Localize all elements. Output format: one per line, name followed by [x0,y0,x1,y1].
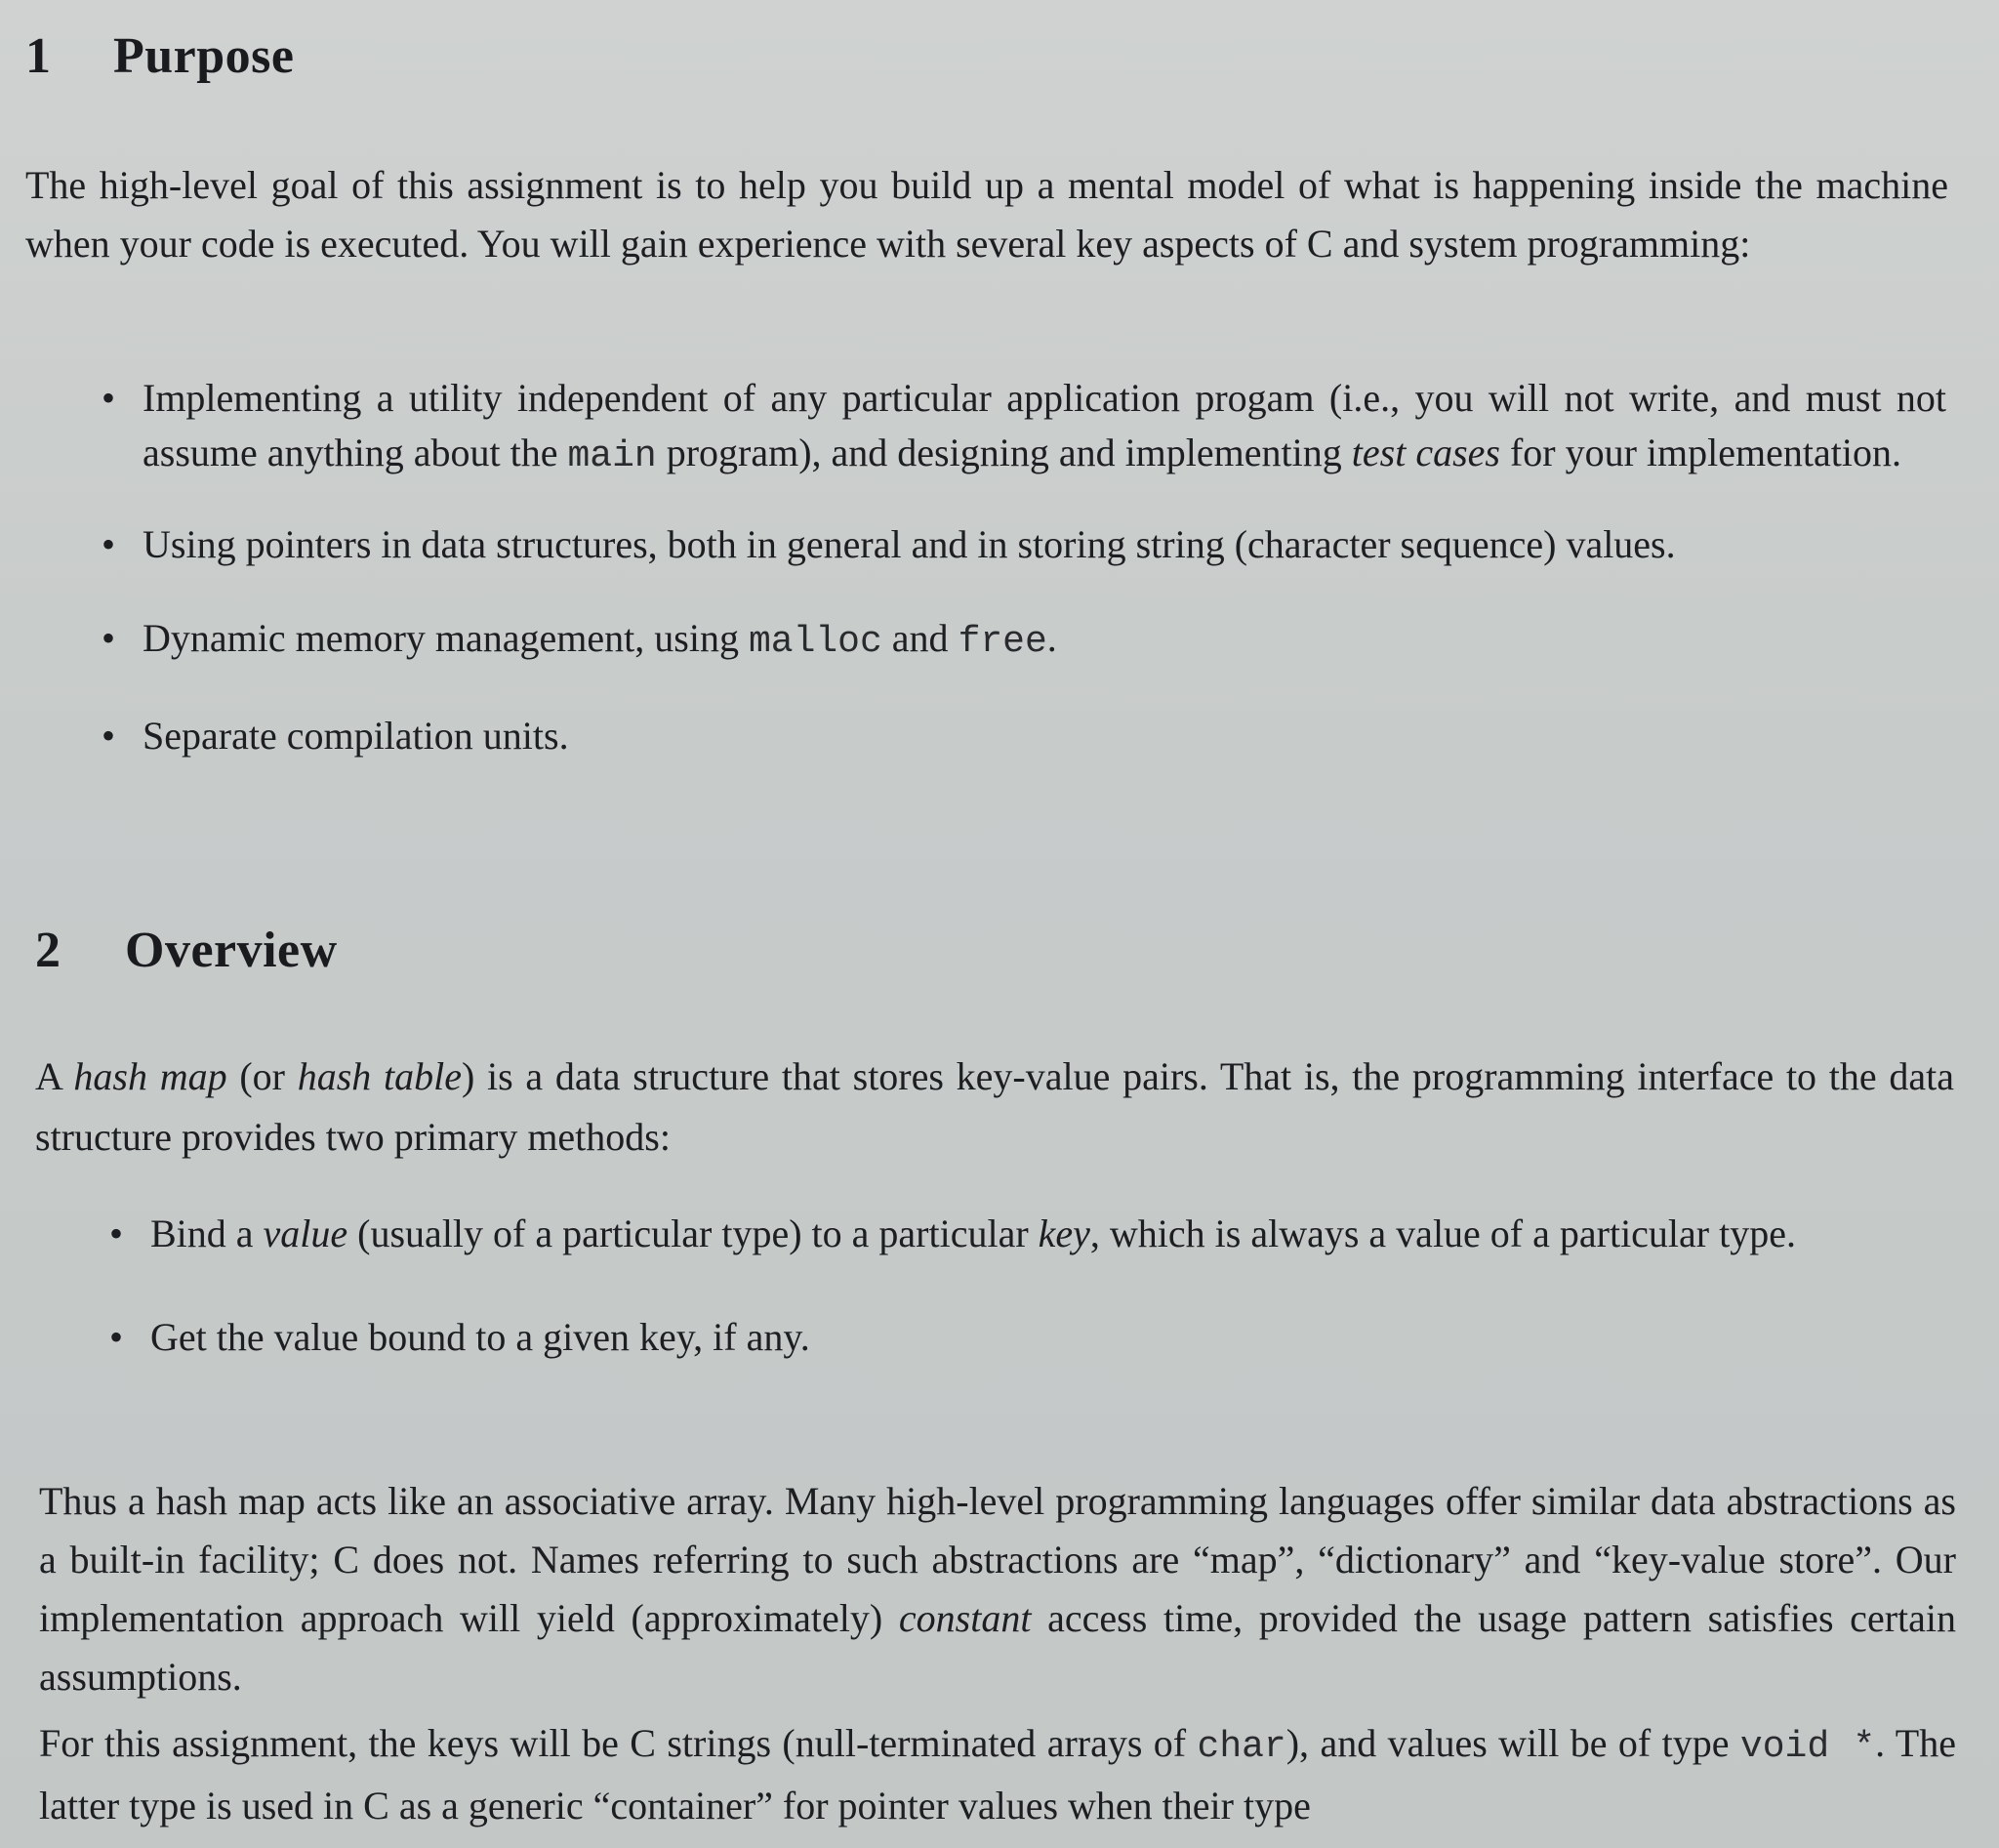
list-item [109,1310,1954,1365]
inline-code: char [1197,1726,1286,1768]
section-title: Purpose [113,28,295,84]
list-item [102,611,1946,670]
emphasis-text: hash table [297,1054,462,1098]
bullet-icon: • [109,1315,124,1359]
paragraph-text: . The latter type is used in C as a generic “container” for pointer values when their type [39,1721,1956,1827]
list-item-text: Bind a [150,1211,264,1255]
paragraph-text: For this assignment, the keys will be C strings (null-terminated arrays of [39,1721,1198,1765]
purpose-intro-paragraph: The high-level goal of this assignment is to help you build up a mental model of what is happening inside the machine when your code is executed. You will gain experience with several key aspects of C and system programming: [25,163,1948,266]
emphasis-text: hash map [73,1054,227,1098]
emphasis-text: key [1038,1211,1090,1255]
list-item-text: and [881,616,959,660]
bullet-icon: • [109,1211,124,1255]
list-item [102,517,1946,572]
section-number: 1 [25,28,52,84]
paragraph-text: Thus a hash map acts like an associative array. Many high-level programming languages offer similar data abstractions as a built-in facility; C does not. Names referring to such abstractions are “map”, “dictionary” and “key-value store”. Our implementation approach will yield (approximately) [39,1479,1956,1640]
overview-intro-paragraph [35,1047,1954,1168]
overview-keys-values-paragraph [39,1714,1956,1835]
paragraph-text: ) is a data structure that stores key-value pairs. That is, the programming interface to the data structure provides two primary methods: [35,1054,1954,1159]
emphasis-text: constant [898,1596,1032,1640]
list-item-text: Separate compilation units. [143,714,569,758]
list-item-text: (usually of a particular type) to a particular [347,1211,1039,1255]
section-number: 2 [35,923,61,978]
bullet-icon: • [102,714,116,758]
inline-code: malloc [748,621,882,663]
overview-bullet-list [109,1203,1954,1365]
list-item [109,1203,1954,1265]
list-item-text: Using pointers in data structures, both in general and in storing string (character sequence) values. [143,522,1676,566]
list-item-text: . [1046,616,1057,660]
list-item-text: , which is always a value of a particular type. [1089,1211,1796,1255]
emphasis-text: value [263,1211,348,1255]
overview-associative-array-paragraph [39,1472,1956,1706]
paragraph-text: A [35,1054,74,1098]
section-heading-purpose [25,27,295,85]
purpose-bullet-list [102,371,1946,763]
list-item-text: for your implementation. [1499,431,1901,474]
list-item [102,709,1946,763]
list-item-text: Get the value bound to a given key, if any. [150,1315,810,1359]
section-heading-overview [35,922,338,979]
bullet-icon: • [102,522,116,566]
inline-code: main [567,435,657,477]
paragraph-text: (or [226,1054,298,1098]
list-item-text: Dynamic memory management, using [143,616,749,660]
inline-code: free [958,621,1047,663]
emphasis-text: test cases [1351,431,1500,474]
paragraph-text: ), and values will be of type [1285,1721,1740,1765]
list-item-text: Implementing a utility independent of any particular application progam (i.e., you will not write, and must not assume anything about the [143,376,1946,474]
bullet-icon: • [102,616,116,660]
section-title: Overview [125,923,338,978]
bullet-icon: • [102,376,116,420]
paragraph-text: access time, provided the usage pattern satisfies certain assumptions. [39,1596,1956,1699]
list-item [102,371,1946,484]
list-item-text: program), and designing and implementing [656,431,1352,474]
inline-code: void * [1739,1726,1876,1768]
